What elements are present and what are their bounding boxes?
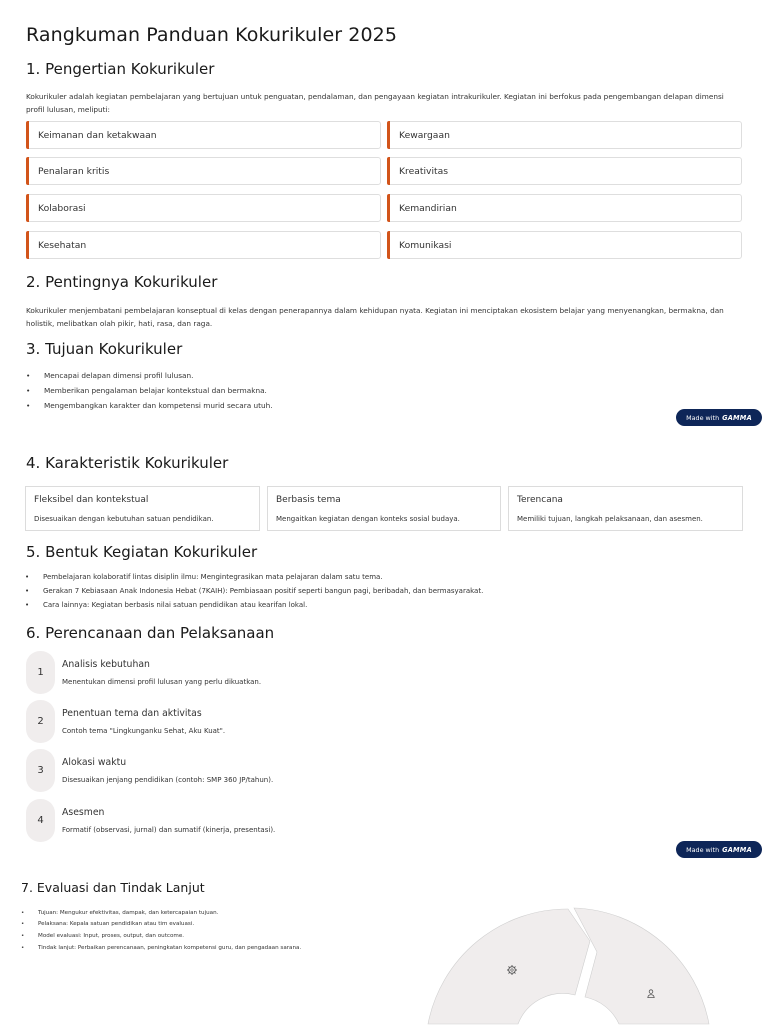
dimension-card — [387, 231, 742, 259]
section-1-paragraph-line-1: Kokurikuler adalah kegiatan pembelajaran yang bertujuan untuk penguatan, pendalaman, dan pengayaan kegiatan intrakurikuler. Kegiatan ini berfokus pada pengembangan delapan dimensi — [26, 92, 724, 101]
list-item-text: Mencapai delapan dimensi profil lulusan. — [44, 371, 194, 380]
page-title: Rangkuman Panduan Kokurikuler 2025 — [26, 24, 398, 46]
section-3-heading: 3. Tujuan Kokurikuler — [26, 340, 183, 358]
characteristic-title: Fleksibel dan kontekstual — [34, 495, 149, 505]
list-item-text: Mengembangkan karakter dan kompetensi murid secara utuh. — [44, 401, 273, 410]
dimension-card — [387, 194, 742, 222]
accent-bar — [387, 194, 390, 222]
dimension-label: Kesehatan — [38, 240, 87, 251]
gamma-logo: GAMMA — [722, 413, 752, 422]
bullet-icon: • — [21, 933, 25, 939]
characteristic-card — [508, 486, 743, 531]
characteristic-desc: Mengaitkan kegiatan dengan konteks sosial budaya. — [276, 515, 460, 523]
characteristic-title: Terencana — [517, 495, 563, 505]
dimension-label: Kewargaan — [399, 130, 450, 141]
dimension-card — [26, 231, 381, 259]
section-4-heading: 4. Karakteristik Kokurikuler — [26, 454, 229, 472]
dimension-label: Penalaran kritis — [38, 166, 110, 177]
step-title: Penentuan tema dan aktivitas — [62, 708, 202, 719]
step-desc: Menentukan dimensi profil lulusan yang perlu dikuatkan. — [62, 678, 262, 686]
step-desc: Formatif (observasi, jurnal) dan sumatif (kinerja, presentasi). — [62, 826, 276, 834]
accent-bar — [387, 157, 390, 185]
section-1-paragraph-line-2: profil lulusan, meliputi: — [26, 105, 110, 114]
bullet-icon: • — [21, 921, 25, 927]
characteristic-desc: Memiliki tujuan, langkah pelaksanaan, dan asesmen. — [517, 515, 703, 523]
list-item-text: Gerakan 7 Kebiasaan Anak Indonesia Hebat (7KAIH): Pembiasaan positif seperti bangun pagi, beribadah, dan bermasyarakat. — [43, 587, 484, 595]
bullet-icon: • — [21, 945, 25, 951]
accent-bar — [26, 121, 29, 149]
dimension-label: Keimanan dan ketakwaan — [38, 130, 157, 141]
step-number: 1 — [26, 651, 55, 694]
list-item-text: Model evaluasi: Input, proses, output, dan outcome. — [38, 933, 185, 939]
bullet-icon: • — [25, 601, 30, 609]
badge-prefix: Made with — [686, 845, 720, 854]
gamma-logo: GAMMA — [722, 845, 752, 854]
bullet-icon: • — [26, 371, 31, 380]
accent-bar — [387, 121, 390, 149]
section-1-heading: 1. Pengertian Kokurikuler — [26, 60, 215, 78]
section-1-paragraph — [26, 90, 742, 116]
characteristic-title: Berbasis tema — [276, 495, 341, 505]
list-item-text: Tindak lanjut: Perbaikan perencanaan, peningkatan kompetensi guru, dan pengadaan sarana. — [38, 945, 302, 951]
step-title: Analisis kebutuhan — [62, 659, 150, 670]
dimension-label: Kolaborasi — [38, 203, 86, 214]
cycle-segment-right — [574, 908, 709, 1024]
accent-bar — [387, 231, 390, 259]
section-7-heading: 7. Evaluasi dan Tindak Lanjut — [21, 880, 205, 895]
characteristic-card — [25, 486, 260, 531]
list-item-text: Memberikan pengalaman belajar kontekstual dan bermakna. — [44, 386, 267, 395]
section-2-paragraph-line-2: holistik, melibatkan olah pikir, hati, rasa, dan raga. — [26, 319, 213, 328]
section-2-heading: 2. Pentingnya Kokurikuler — [26, 273, 218, 291]
made-with-gamma-badge[interactable] — [676, 841, 762, 858]
dimension-card — [26, 121, 381, 149]
dimension-label: Komunikasi — [399, 240, 452, 251]
dimension-card — [387, 157, 742, 185]
dimension-card — [26, 157, 381, 185]
evaluation-cycle-diagram — [420, 900, 720, 1030]
list-item-text: Pembelajaran kolaboratif lintas disiplin ilmu: Mengintegrasikan mata pelajaran dalam satu tema. — [43, 573, 383, 581]
list-item-text: Tujuan: Mengukur efektivitas, dampak, dan ketercapaian tujuan. — [38, 910, 219, 916]
step-desc: Disesuaikan jenjang pendidikan (contoh: SMP 360 JP/tahun). — [62, 776, 274, 784]
step-number: 2 — [26, 700, 55, 743]
section-2-paragraph-line-1: Kokurikuler menjembatani pembelajaran konseptual di kelas dengan penerapannya dalam kehidupan nyata. Kegiatan ini menciptakan ekosistem belajar yang menyenangkan, bermakna, dan — [26, 306, 724, 315]
characteristic-desc: Disesuaikan dengan kebutuhan satuan pendidikan. — [34, 515, 214, 523]
bullet-icon: • — [25, 587, 30, 595]
accent-bar — [26, 231, 29, 259]
step-number: 3 — [26, 749, 55, 792]
bullet-icon: • — [26, 386, 31, 395]
list-item-text: Cara lainnya: Kegiatan berbasis nilai satuan pendidikan atau kearifan lokal. — [43, 601, 308, 609]
accent-bar — [26, 157, 29, 185]
section-6-heading: 6. Perencanaan dan Pelaksanaan — [26, 624, 275, 642]
dimension-label: Kreativitas — [399, 166, 449, 177]
dimension-card — [387, 121, 742, 149]
characteristic-card — [267, 486, 501, 531]
step-title: Asesmen — [62, 807, 105, 818]
step-number: 4 — [26, 799, 55, 842]
bullet-icon: • — [26, 401, 31, 410]
made-with-gamma-badge[interactable] — [676, 409, 762, 426]
section-2-paragraph — [26, 304, 742, 330]
section-5-heading: 5. Bentuk Kegiatan Kokurikuler — [26, 543, 258, 561]
dimension-card — [26, 194, 381, 222]
bullet-icon: • — [25, 573, 30, 581]
list-item-text: Pelaksana: Kepala satuan pendidikan atau tim evaluasi. — [38, 921, 195, 927]
step-title: Alokasi waktu — [62, 757, 127, 768]
badge-prefix: Made with — [686, 413, 720, 422]
step-desc: Contoh tema "Lingkunganku Sehat, Aku Kuat". — [62, 727, 226, 735]
accent-bar — [26, 194, 29, 222]
bullet-icon: • — [21, 910, 25, 916]
dimension-label: Kemandirian — [399, 203, 457, 214]
